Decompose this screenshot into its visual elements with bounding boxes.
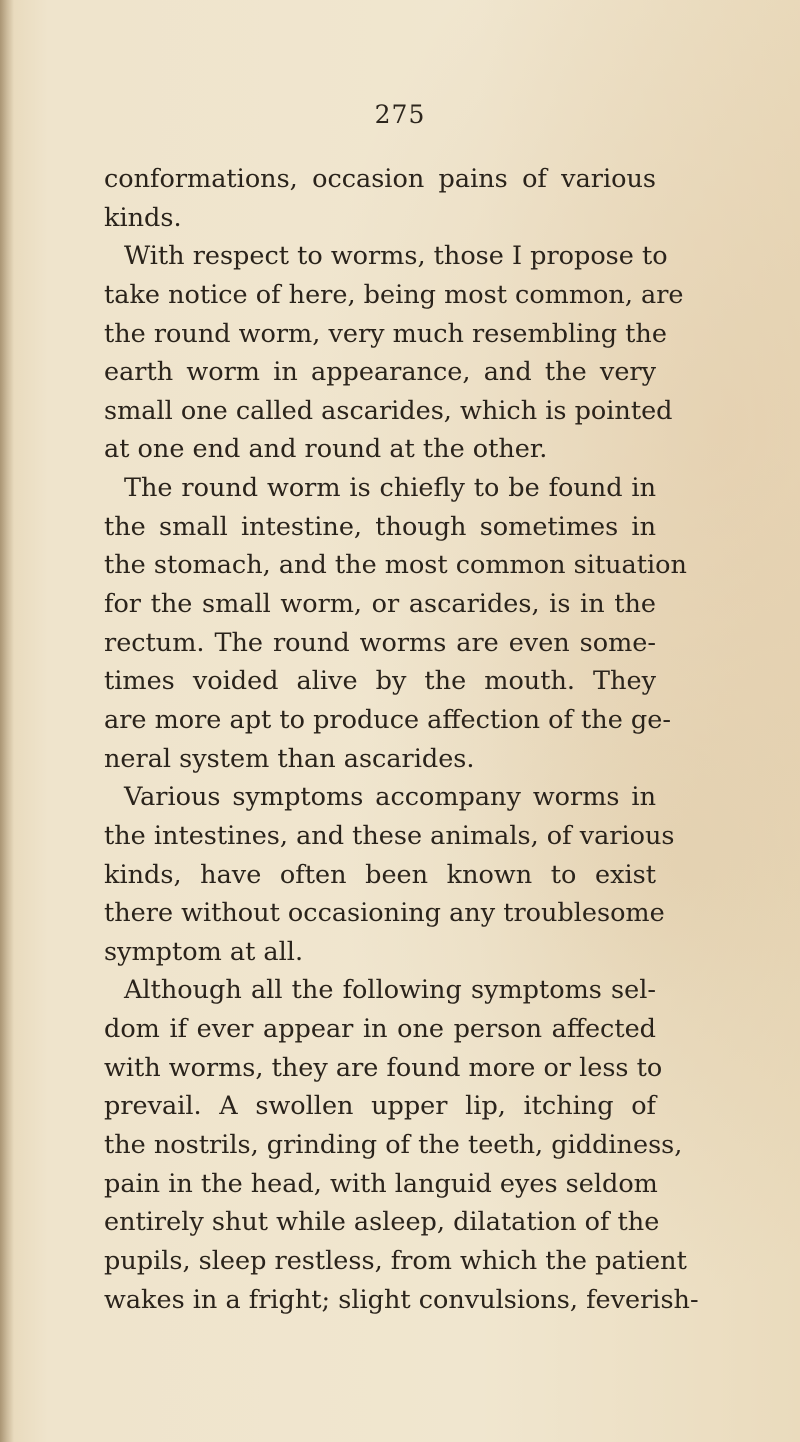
text-line: rectum. The round worms are even some- xyxy=(104,627,656,658)
text-line: Although all the following symptoms sel- xyxy=(124,975,656,1006)
text-line: the small intestine, though sometimes in xyxy=(104,511,656,542)
text-line: Various symptoms accompany worms in xyxy=(124,782,656,813)
body-text xyxy=(104,160,699,1319)
text-line: the stomach, and the most common situation xyxy=(104,550,687,581)
text-line: small one called ascarides, which is pointed xyxy=(104,395,673,426)
text-line: pain in the head, with languid eyes seldom xyxy=(104,1168,658,1199)
text-line: wakes in a fright; slight convulsions, feverish- xyxy=(104,1284,699,1315)
text-line: at one end and round at the other. xyxy=(104,434,548,465)
text-line: there without occasioning any troublesome xyxy=(104,898,665,929)
text-line: pupils, sleep restless, from which the patient xyxy=(104,1245,687,1276)
text-line: With respect to worms, those I propose to xyxy=(124,241,668,272)
text-line: entirely shut while asleep, dilatation of the xyxy=(104,1207,660,1238)
text-line: dom if ever appear in one person affected xyxy=(104,1014,656,1045)
text-line: the intestines, and these animals, of various xyxy=(104,820,675,851)
text-line: The round worm is chiefly to be found in xyxy=(124,473,656,504)
binding-shadow xyxy=(0,0,14,1442)
text-line: symptom at all. xyxy=(104,936,304,967)
text-line: times voided alive by the mouth. They xyxy=(104,666,656,697)
text-line: take notice of here, being most common, are xyxy=(104,279,684,310)
page-number: 275 xyxy=(374,100,426,129)
text-line: earth worm in appearance, and the very xyxy=(104,357,656,388)
text-line: the nostrils, grinding of the teeth, giddiness, xyxy=(104,1130,683,1161)
text-line: the round worm, very much resembling the xyxy=(104,318,667,349)
text-line: conformations, occasion pains of various xyxy=(104,164,656,194)
text-line: kinds, have often been known to exist xyxy=(104,859,656,890)
text-line: with worms, they are found more or less to xyxy=(104,1052,663,1083)
text-line: prevail. A swollen upper lip, itching of xyxy=(104,1091,656,1122)
text-line: for the small worm, or ascarides, is in the xyxy=(104,589,656,620)
text-line: neral system than ascarides. xyxy=(104,743,475,774)
text-line: are more apt to produce affection of the ge- xyxy=(104,704,671,735)
text-line: kinds. xyxy=(104,202,182,233)
